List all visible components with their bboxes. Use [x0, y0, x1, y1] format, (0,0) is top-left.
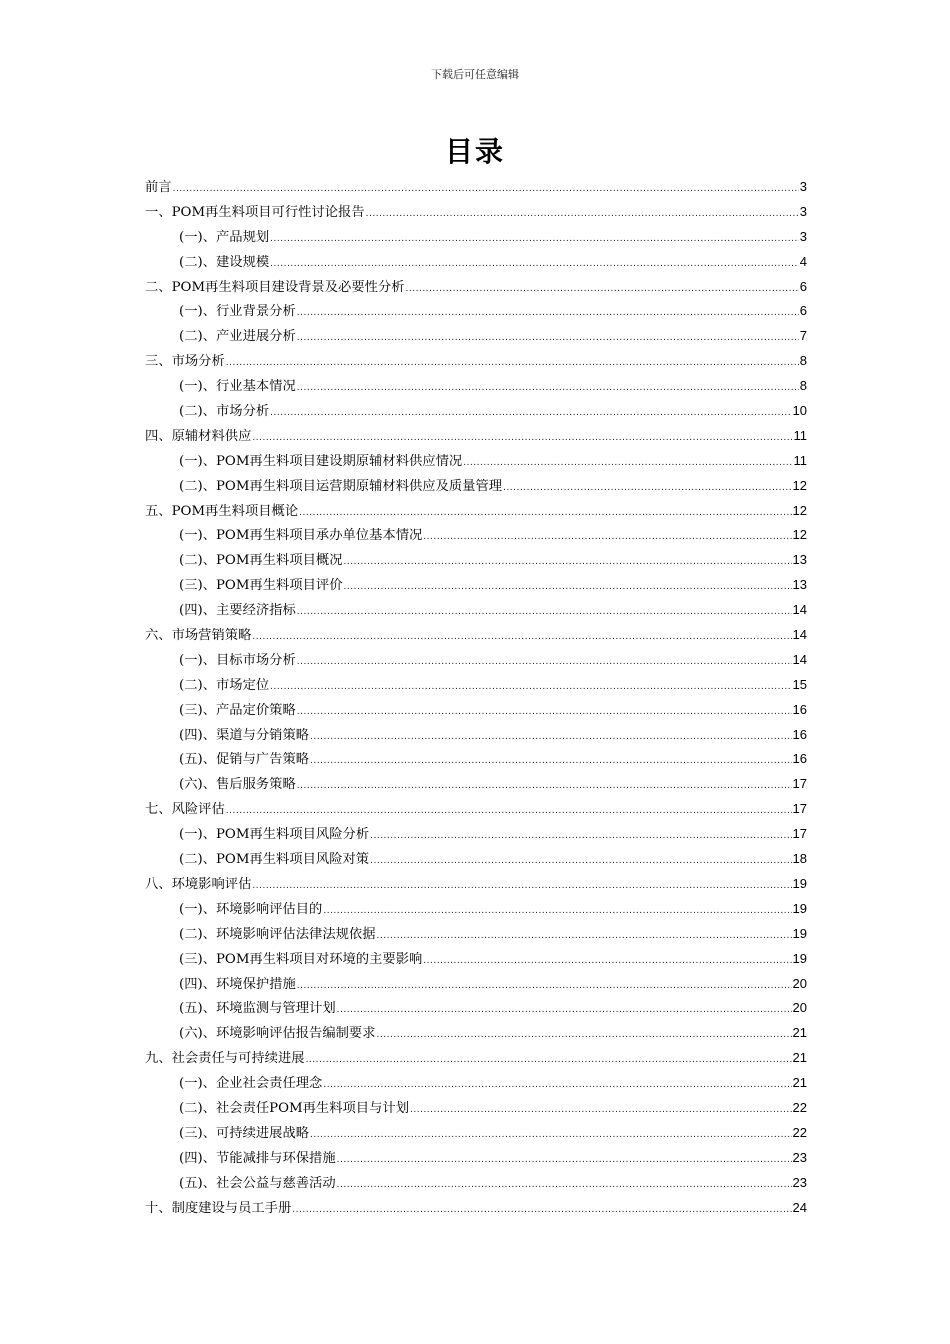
toc-leader-dots	[270, 252, 799, 277]
toc-entry-page-number: 11	[793, 427, 807, 443]
toc-entry-label: (一)、POM再生料项目建设期原辅材料供应情况	[179, 453, 463, 469]
toc-leader-dots	[173, 177, 799, 202]
toc-entry-page-number: 16	[792, 701, 807, 717]
toc-entry-label: (二)、市场定位	[179, 677, 270, 693]
toc-entry-page-number: 13	[792, 577, 807, 593]
toc-entry[interactable]	[145, 200, 807, 225]
toc-entry[interactable]	[145, 598, 807, 623]
toc-entry-page-number: 16	[792, 726, 807, 742]
toc-leader-dots	[299, 501, 791, 526]
toc-entry-label: (六)、售后服务策略	[179, 777, 296, 793]
toc-entry-label: (一)、行业背景分析	[179, 304, 296, 320]
toc-entry-page-number: 16	[792, 751, 807, 767]
toc-leader-dots	[344, 550, 792, 575]
toc-entry[interactable]	[145, 623, 807, 648]
toc-leader-dots	[366, 202, 799, 227]
toc-leader-dots	[344, 575, 792, 600]
toc-leader-dots	[306, 1048, 792, 1073]
toc-leader-dots	[503, 476, 791, 501]
toc-leader-dots	[270, 227, 799, 252]
toc-entry-page-number: 19	[792, 900, 807, 916]
toc-leader-dots	[337, 1148, 792, 1173]
toc-entry-label: 前言	[145, 180, 172, 195]
toc-entry-label: (六)、环境影响评估报告编制要求	[179, 1026, 376, 1042]
toc-entry-label: (二)、POM再生料项目概况	[179, 553, 343, 569]
toc-entry[interactable]	[145, 1046, 807, 1071]
toc-leader-dots	[297, 974, 792, 999]
toc-entry-label: 六、市场营销策略	[145, 628, 252, 644]
toc-entry[interactable]	[145, 822, 807, 847]
toc-entry-page-number: 12	[792, 527, 807, 543]
toc-entry[interactable]	[145, 673, 807, 698]
toc-leader-dots	[297, 700, 792, 725]
toc-entry-label: (二)、POM再生料项目运营期原辅材料供应及质量管理	[179, 478, 503, 494]
toc-entry-page-number: 21	[792, 1050, 807, 1066]
toc-leader-dots	[310, 1123, 791, 1148]
toc-entry-label: (五)、社会公益与慈善活动	[179, 1175, 336, 1191]
toc-entry[interactable]	[145, 698, 807, 723]
toc-entry-page-number: 19	[792, 875, 807, 891]
toc-entry-page-number: 22	[792, 1099, 807, 1115]
toc-entry[interactable]	[145, 1021, 807, 1046]
toc-leader-dots	[252, 874, 791, 899]
toc-entry[interactable]	[145, 275, 807, 300]
toc-entry-page-number: 3	[799, 228, 807, 244]
toc-entry-label: (三)、POM再生料项目评价	[179, 578, 343, 594]
toc-entry-page-number: 12	[792, 502, 807, 518]
toc-entry-label: 八、环境影响评估	[145, 876, 252, 892]
toc-entry-label: 七、风险评估	[145, 802, 225, 818]
toc-entry-page-number: 14	[792, 602, 807, 618]
toc-entry-label: (一)、行业基本情况	[179, 379, 296, 395]
toc-entry-label: (二)、建设规模	[179, 254, 270, 270]
toc-entry-label: (四)、环境保护措施	[179, 976, 296, 992]
toc-entry-page-number: 17	[792, 826, 807, 842]
toc-entry-label: 二、POM再生料项目建设背景及必要性分析	[145, 279, 405, 295]
toc-leader-dots	[226, 351, 799, 376]
toc-entry-page-number: 11	[793, 452, 807, 468]
toc-entry[interactable]	[145, 1171, 807, 1196]
toc-entry-page-number: 6	[799, 303, 807, 319]
toc-entry[interactable]	[145, 847, 807, 872]
toc-entry-label: (五)、环境监测与管理计划	[179, 1001, 336, 1017]
toc-leader-dots	[377, 924, 792, 949]
toc-entry[interactable]	[145, 399, 807, 424]
toc-entry[interactable]	[145, 523, 807, 548]
toc-leader-dots	[370, 824, 791, 849]
toc-entry[interactable]	[145, 424, 807, 449]
toc-entry-label: 一、POM再生料项目可行性讨论报告	[145, 204, 365, 220]
toc-leader-dots	[292, 1198, 791, 1223]
toc-leader-dots	[310, 749, 791, 774]
toc-entry-label: (二)、市场分析	[179, 404, 270, 420]
toc-entry-label: (三)、产品定价策略	[179, 702, 296, 718]
toc-entry-label: (五)、促销与广告策略	[179, 752, 310, 768]
toc-entry[interactable]	[145, 723, 807, 748]
toc-leader-dots	[270, 401, 791, 426]
toc-entry[interactable]	[145, 1071, 807, 1096]
toc-leader-dots	[297, 650, 792, 675]
toc-leader-dots	[310, 725, 791, 750]
toc-entry-label: (三)、可持续进展战略	[179, 1125, 310, 1141]
toc-entry-page-number: 20	[792, 975, 807, 991]
toc-entry-label: (四)、主要经济指标	[179, 603, 296, 619]
toc-leader-dots	[337, 1173, 792, 1198]
toc-entry[interactable]	[145, 648, 807, 673]
toc-leader-dots	[297, 376, 799, 401]
toc-entry-page-number: 19	[792, 950, 807, 966]
toc-entry-page-number: 23	[792, 1149, 807, 1165]
toc-leader-dots	[226, 799, 792, 824]
toc-entry-label: (一)、企业社会责任理念	[179, 1076, 323, 1092]
toc-leader-dots	[370, 849, 791, 874]
toc-entry[interactable]	[145, 972, 807, 997]
toc-entry-page-number: 4	[799, 253, 807, 269]
toc-entry-label: 九、社会责任与可持续进展	[145, 1051, 305, 1067]
toc-leader-dots	[252, 426, 792, 451]
toc-leader-dots	[270, 675, 791, 700]
toc-entry-page-number: 17	[792, 776, 807, 792]
toc-entry-label: (一)、环境影响评估目的	[179, 901, 323, 917]
toc-entry-label: 三、市场分析	[145, 354, 225, 370]
toc-entry-label: (四)、节能减排与环保措施	[179, 1150, 336, 1166]
toc-entry[interactable]	[145, 548, 807, 573]
toc-entry-label: (一)、POM再生料项目风险分析	[179, 827, 370, 843]
toc-entry[interactable]	[145, 324, 807, 349]
toc-entry-label: (二)、社会责任POM再生料项目与计划	[179, 1100, 409, 1116]
toc-entry-label: (一)、产品规划	[179, 229, 270, 245]
toc-entry-page-number: 13	[792, 552, 807, 568]
toc-entry[interactable]	[145, 1121, 807, 1146]
toc-entry[interactable]	[145, 175, 807, 200]
toc-entry[interactable]	[145, 349, 807, 374]
toc-entry[interactable]	[145, 947, 807, 972]
toc-title: 目录	[444, 135, 505, 168]
toc-entry[interactable]	[145, 747, 807, 772]
toc-leader-dots	[323, 1073, 791, 1098]
toc-entry[interactable]	[145, 1196, 807, 1221]
toc-entry-page-number: 17	[792, 801, 807, 817]
toc-entry[interactable]	[145, 374, 807, 399]
toc-entry-label: 十、制度建设与员工手册	[145, 1200, 292, 1216]
toc-entry-label: (四)、渠道与分销策略	[179, 727, 310, 743]
toc-entry[interactable]	[145, 299, 807, 324]
toc-leader-dots	[252, 625, 791, 650]
toc-entry[interactable]	[145, 897, 807, 922]
toc-entry[interactable]	[145, 797, 807, 822]
toc-entry[interactable]	[145, 1096, 807, 1121]
toc-leader-dots	[423, 949, 791, 974]
toc-leader-dots	[337, 998, 792, 1023]
toc-leader-dots	[297, 326, 799, 351]
toc-entry-label: (二)、产业进展分析	[179, 329, 296, 345]
toc-entry-page-number: 7	[799, 328, 807, 344]
toc-leader-dots	[423, 525, 791, 550]
toc-entry-page-number: 3	[799, 179, 807, 194]
toc-entry-label: 四、原辅材料供应	[145, 428, 252, 444]
toc-entry-page-number: 3	[799, 203, 807, 219]
toc-entry-label: (一)、POM再生料项目承办单位基本情况	[179, 528, 423, 544]
toc-entry-label: (二)、POM再生料项目风险对策	[179, 852, 370, 868]
toc-leader-dots	[377, 1023, 792, 1048]
toc-entry-page-number: 8	[799, 353, 807, 369]
toc-leader-dots	[297, 301, 799, 326]
toc-entry-page-number: 19	[792, 925, 807, 941]
table-of-contents	[145, 175, 807, 1220]
toc-entry-page-number: 14	[792, 627, 807, 643]
toc-entry-page-number: 22	[792, 1124, 807, 1140]
toc-entry[interactable]	[145, 772, 807, 797]
toc-entry-page-number: 15	[792, 676, 807, 692]
toc-entry[interactable]	[145, 499, 807, 524]
toc-entry-page-number: 18	[792, 851, 807, 867]
toc-leader-dots	[406, 277, 799, 302]
toc-entry[interactable]	[145, 474, 807, 499]
toc-entry[interactable]	[145, 573, 807, 598]
toc-leader-dots	[323, 899, 791, 924]
toc-entry-page-number: 8	[799, 378, 807, 394]
toc-entry[interactable]	[145, 449, 807, 474]
toc-entry-page-number: 12	[792, 477, 807, 493]
toc-entry[interactable]	[145, 872, 807, 897]
toc-entry-label: (三)、POM再生料项目对环境的主要影响	[179, 951, 423, 967]
toc-entry[interactable]	[145, 996, 807, 1021]
toc-entry[interactable]	[145, 250, 807, 275]
toc-entry-page-number: 24	[792, 1199, 807, 1215]
toc-entry-page-number: 21	[792, 1025, 807, 1041]
toc-entry[interactable]	[145, 225, 807, 250]
toc-entry-page-number: 6	[799, 278, 807, 294]
toc-entry-page-number: 21	[792, 1075, 807, 1091]
toc-entry[interactable]	[145, 1146, 807, 1171]
toc-leader-dots	[463, 451, 792, 476]
toc-entry-page-number: 14	[792, 651, 807, 667]
toc-leader-dots	[410, 1098, 792, 1123]
header-note: 下载后可任意编辑	[431, 68, 519, 81]
toc-leader-dots	[297, 600, 792, 625]
toc-entry-page-number: 20	[792, 1000, 807, 1016]
toc-entry-page-number: 23	[792, 1174, 807, 1190]
toc-entry-label: (一)、目标市场分析	[179, 652, 296, 668]
toc-entry-label: (二)、环境影响评估法律法规依据	[179, 926, 376, 942]
toc-entry-label: 五、POM再生料项目概论	[145, 503, 299, 519]
toc-entry-page-number: 10	[792, 403, 807, 419]
toc-entry[interactable]	[145, 922, 807, 947]
toc-leader-dots	[297, 774, 792, 799]
